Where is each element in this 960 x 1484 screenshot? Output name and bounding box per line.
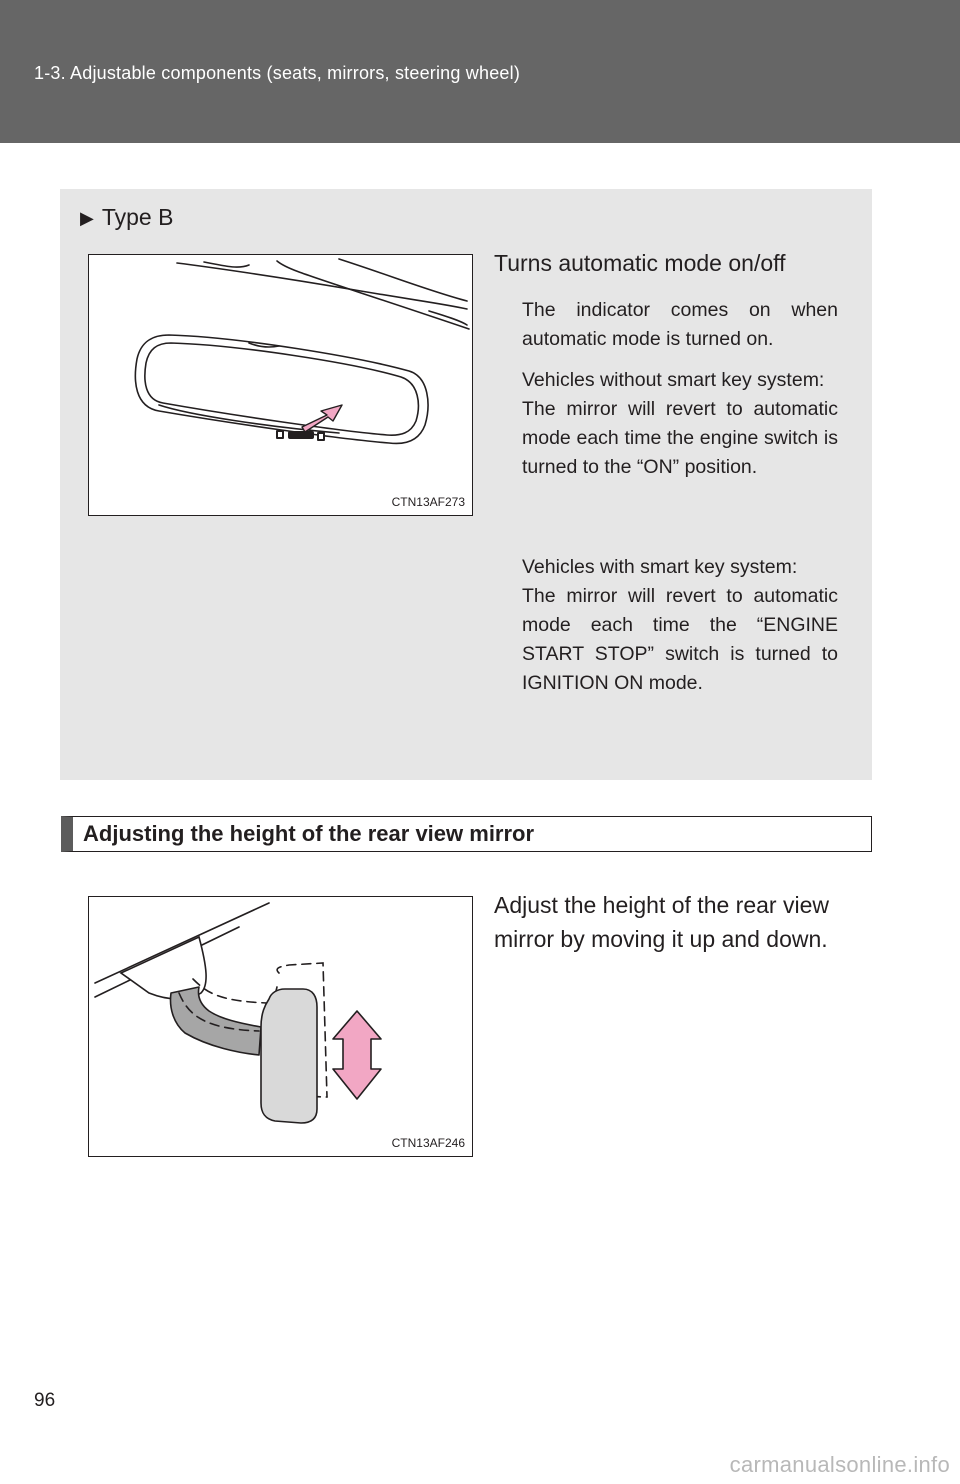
auto-dimming-mirror-illustration bbox=[88, 254, 473, 516]
note-line: Vehicles with smart key system: bbox=[522, 556, 798, 578]
watermark-text: carmanualsonline.info bbox=[729, 1452, 950, 1477]
note-indicator bbox=[522, 296, 838, 354]
note-line: The mirror will revert to automatic mode each time the “ENGINE START STOP” switch is turned to IGNITION ON mode. bbox=[522, 585, 838, 694]
figure-code: CTN13AF273 bbox=[391, 495, 465, 509]
section-body: Adjust the height of the rear view mirror by moving it up and down. bbox=[494, 892, 829, 952]
chapter-title: 1-3. Adjustable components (seats, mirrors, steering wheel) bbox=[34, 63, 521, 83]
mirror-height-illustration bbox=[88, 896, 473, 1157]
page-header bbox=[0, 0, 960, 143]
lead-text: Turns automatic mode on/off bbox=[494, 250, 786, 276]
note-line: Vehicles without smart key system: bbox=[522, 369, 825, 391]
triangle-bullet-icon: ▶ bbox=[80, 208, 94, 228]
mirror-switch-drawing bbox=[89, 255, 472, 515]
section-heading bbox=[61, 816, 872, 852]
section-heading-text: Adjusting the height of the rear view mirror bbox=[83, 821, 535, 846]
note-line: The mirror will revert to automatic mode each time the engine switch is turned to the “ON” position. bbox=[522, 398, 838, 478]
type-label bbox=[80, 204, 173, 231]
figure-code: CTN13AF246 bbox=[391, 1136, 465, 1150]
type-label-text: Type B bbox=[101, 204, 174, 230]
mirror-height-drawing bbox=[89, 897, 472, 1156]
page-number: 96 bbox=[34, 1390, 56, 1411]
note-line: The indicator comes on when automatic mode is turned on. bbox=[522, 299, 838, 350]
note-without-smart-key bbox=[522, 366, 838, 482]
note-with-smart-key bbox=[522, 553, 838, 698]
